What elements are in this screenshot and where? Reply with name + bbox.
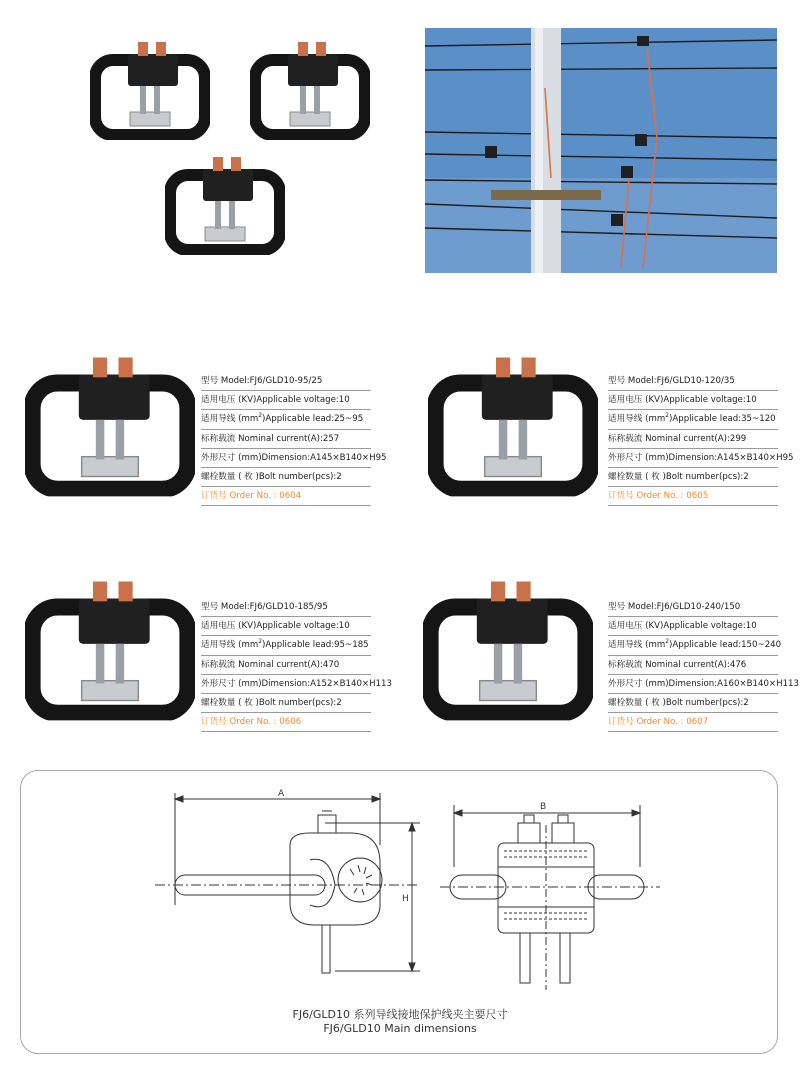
current-row: 标称载流 Nominal current(A):299 — [608, 430, 778, 449]
current-row: 标称载流 Nominal current(A):470 — [201, 656, 371, 675]
lead-sup: 2 — [258, 638, 263, 646]
voltage-row: 适用电压 (KV)Applicable voltage:10 — [201, 617, 371, 636]
lead-row — [608, 636, 782, 655]
voltage-row: 适用电压 (KV)Applicable voltage:10 — [608, 617, 778, 636]
dimension-row: 外形尺寸 (mm)Dimension:A152×B140×H113 — [201, 675, 371, 694]
voltage-row: 适用电压 (KV)Applicable voltage:10 — [608, 391, 778, 410]
side-view-drawing — [150, 785, 430, 985]
lead-prefix: 适用导线 (mm — [608, 414, 666, 425]
front-view-drawing — [440, 795, 660, 995]
dimension-row: 外形尺寸 (mm)Dimension:A145×B140×H95 — [608, 449, 778, 468]
product-image-0604 — [25, 348, 195, 503]
label-h: H — [402, 894, 409, 904]
voltage-row: 适用电压 (KV)Applicable voltage:10 — [201, 391, 371, 410]
spec-table-0607 — [608, 598, 799, 732]
drawing-caption-en: FJ6/GLD10 Main dimensions — [323, 1022, 477, 1035]
bolts-row: 螺栓数量 ( 枚 )Bolt number(pcs):2 — [608, 694, 778, 713]
order-row: 订货号 Order No. : 0607 — [608, 713, 778, 732]
product-image-0607 — [423, 572, 593, 727]
label-a: A — [278, 789, 285, 799]
bolts-row: 螺栓数量 ( 枚 )Bolt number(pcs):2 — [201, 468, 371, 487]
order-row: 订货号 Order No. : 0605 — [608, 487, 778, 506]
drawing-caption-cn: FJ6/GLD10 系列导线接地保护线夹主要尺寸 — [292, 1008, 508, 1021]
current-row: 标称载流 Nominal current(A):257 — [201, 430, 371, 449]
lead-sup: 2 — [665, 412, 670, 420]
lead-sup: 2 — [258, 412, 263, 420]
spec-table-0604 — [201, 372, 387, 506]
lead-row — [201, 410, 371, 429]
model-row: 型号 Model:FJ6/GLD10-95/25 — [201, 372, 371, 391]
product-image-0605 — [428, 348, 598, 503]
lead-suffix: )Applicable lead:150~240 — [669, 640, 782, 651]
label-b: B — [540, 802, 547, 812]
dimension-row: 外形尺寸 (mm)Dimension:A160×B140×H113 — [608, 675, 778, 694]
bolts-row: 螺栓数量 ( 枚 )Bolt number(pcs):2 — [201, 694, 371, 713]
model-row: 型号 Model:FJ6/GLD10-240/150 — [608, 598, 778, 617]
order-row: 订货号 Order No. : 0606 — [201, 713, 371, 732]
lead-suffix: )Applicable lead:25~95 — [262, 414, 364, 425]
lead-prefix: 适用导线 (mm — [608, 640, 666, 651]
lead-prefix: 适用导线 (mm — [201, 414, 259, 425]
lead-sup: 2 — [665, 638, 670, 646]
product-image-0606 — [25, 572, 195, 727]
lead-suffix: )Applicable lead:35~120 — [669, 414, 776, 425]
installation-photo — [425, 28, 777, 273]
dimension-row: 外形尺寸 (mm)Dimension:A145×B140×H95 — [201, 449, 371, 468]
model-row: 型号 Model:FJ6/GLD10-120/35 — [608, 372, 778, 391]
bolts-row: 螺栓数量 ( 枚 )Bolt number(pcs):2 — [608, 468, 778, 487]
model-row: 型号 Model:FJ6/GLD10-185/95 — [201, 598, 371, 617]
lead-suffix: )Applicable lead:95~185 — [262, 640, 369, 651]
lead-row — [608, 410, 778, 429]
current-row: 标称载流 Nominal current(A):476 — [608, 656, 778, 675]
lead-prefix: 适用导线 (mm — [201, 640, 259, 651]
spec-table-0605 — [608, 372, 794, 506]
spec-table-0606 — [201, 598, 392, 732]
product-group-photo — [80, 30, 380, 280]
order-row: 订货号 Order No. : 0604 — [201, 487, 371, 506]
lead-row — [201, 636, 371, 655]
